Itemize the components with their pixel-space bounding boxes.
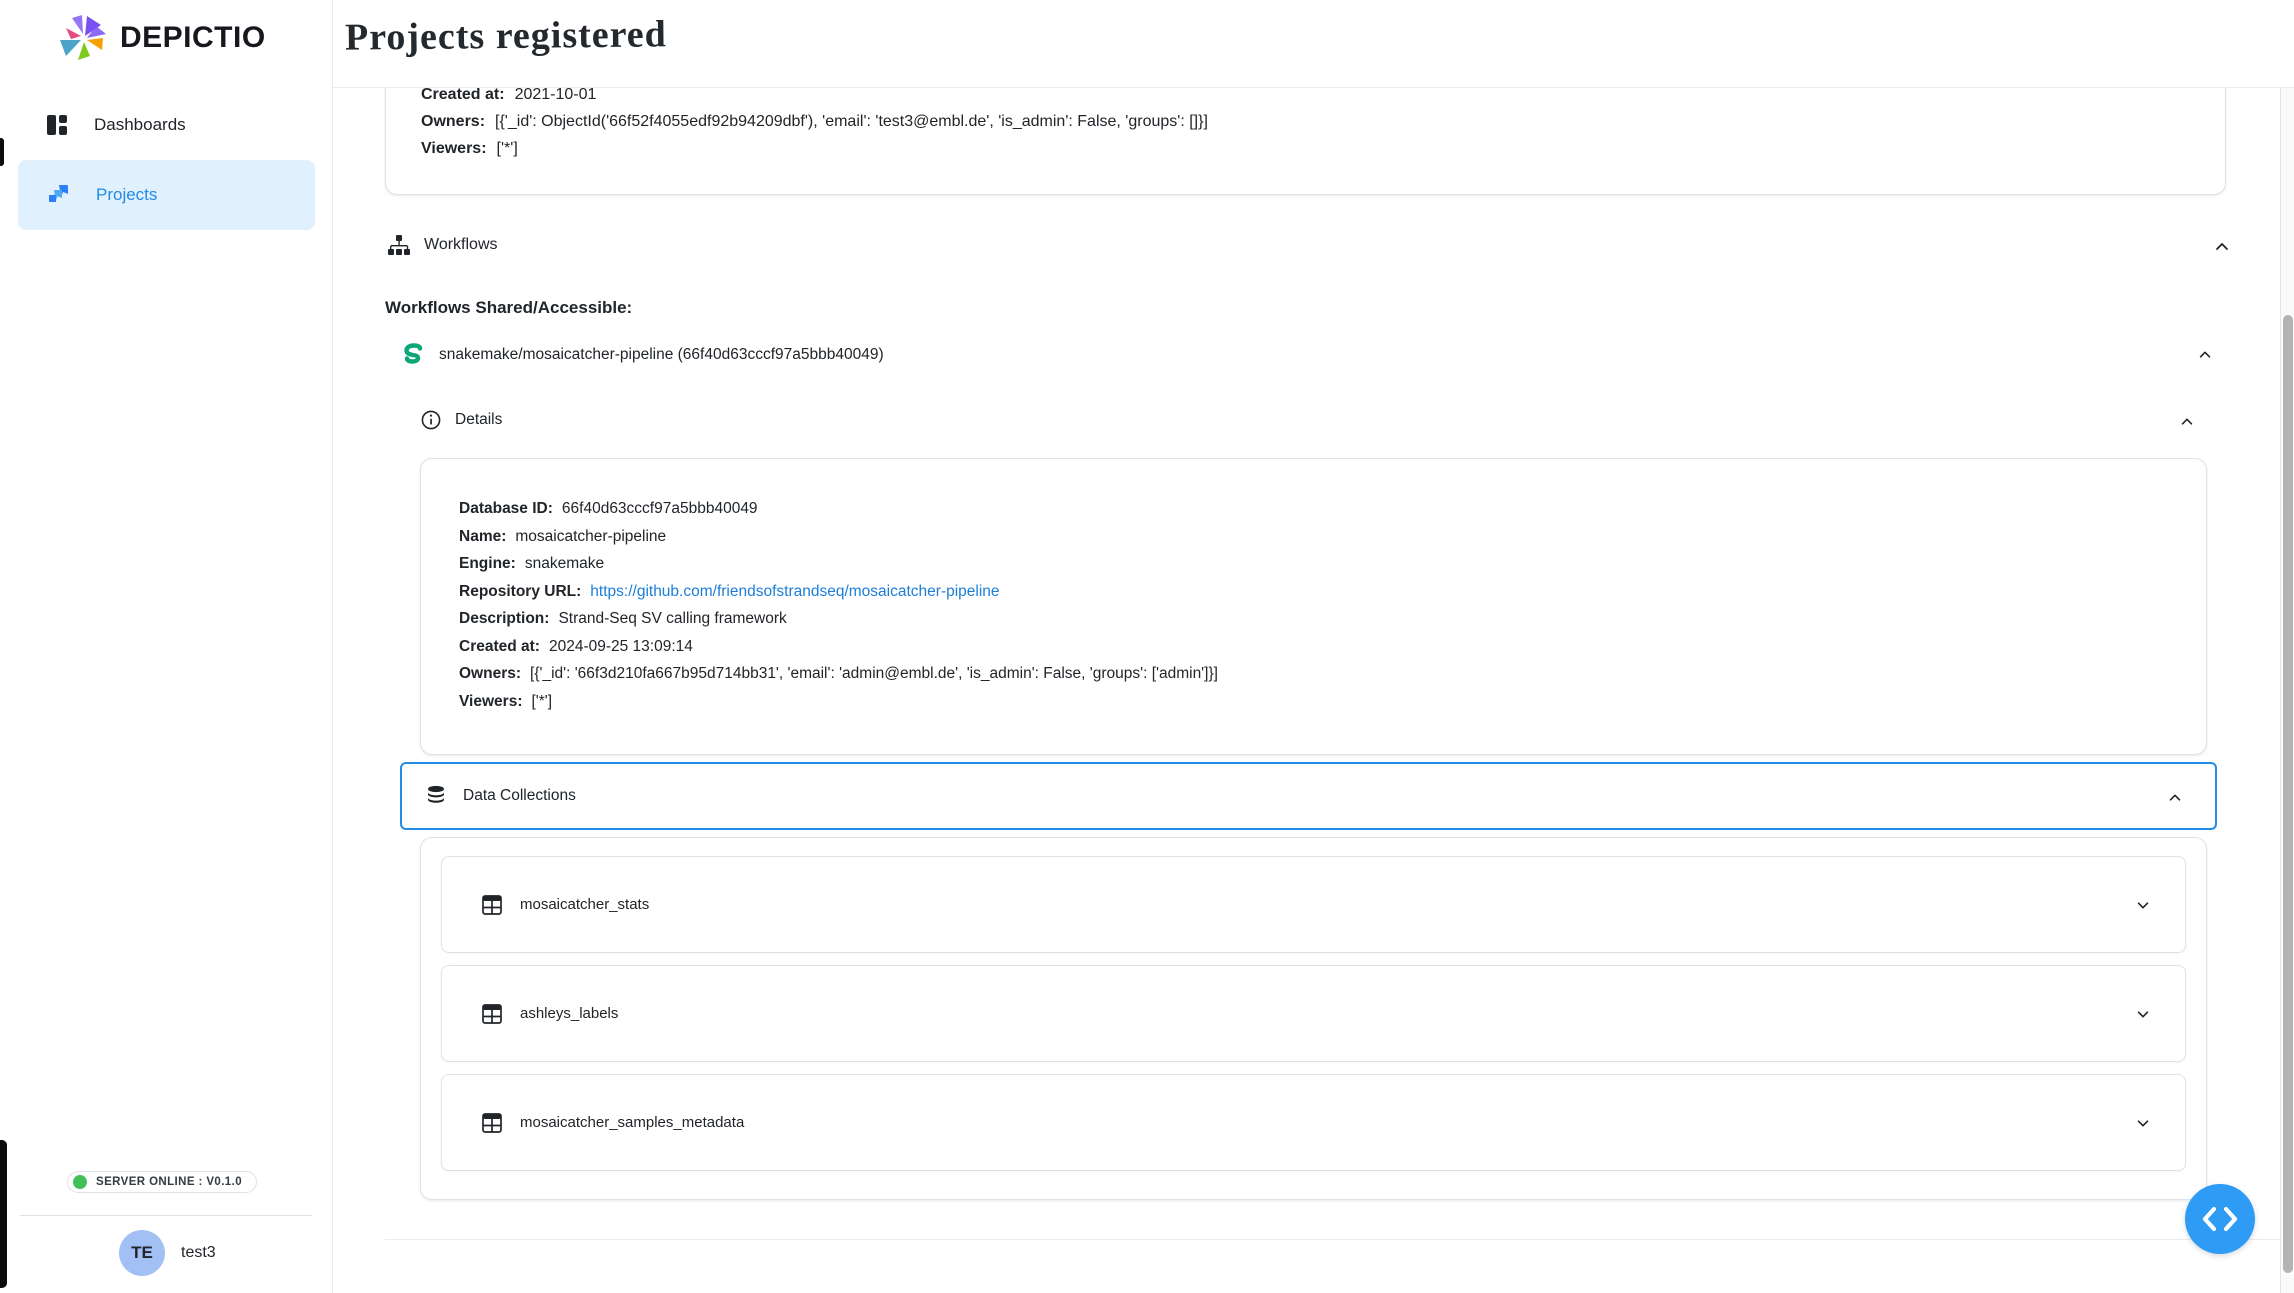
scrollbar-thumb[interactable] xyxy=(2283,315,2293,1273)
workflows-shared-heading: Workflows Shared/Accessible: xyxy=(385,298,633,317)
project-created-at: Created at: 2021-10-01 xyxy=(421,88,597,103)
code-brackets-icon xyxy=(2201,1204,2239,1234)
sidebar-item-label: Projects xyxy=(96,185,158,204)
screen-edge-artifact xyxy=(0,138,4,166)
detail-row: Created at: 2024-09-25 13:09:14 xyxy=(459,637,693,655)
collection-item-mosaicatcher-samples-metadata[interactable] xyxy=(441,1074,2186,1171)
workflow-details-card xyxy=(420,458,2207,755)
project-owners: Owners: [{'_id': ObjectId('66f52f4055edf92b94209dbf'), 'email': 'test3@embl.de', 'is_admin': False, 'groups': []}] xyxy=(421,113,1208,130)
screen-edge-artifact xyxy=(0,1140,7,1288)
database-icon xyxy=(426,785,446,807)
collection-name: mosaicatcher_stats xyxy=(520,896,650,913)
main-area xyxy=(333,0,2294,1293)
sidebar xyxy=(0,0,333,1293)
main-header xyxy=(333,0,2294,88)
detail-row: Database ID: 66f40d63cccf97a5bbb40049 xyxy=(459,500,758,517)
user-name: test3 xyxy=(181,1244,216,1261)
info-icon xyxy=(421,410,441,430)
workflow-accordion-header[interactable] xyxy=(401,343,884,367)
sidebar-item-label: Dashboards xyxy=(94,115,186,134)
detail-row-repository: Repository URL: https://github.com/friendsofstrandseq/mosaicatcher-pipeline xyxy=(459,582,1000,600)
details-label: Details xyxy=(455,411,503,428)
content-bottom-divider xyxy=(385,1239,2294,1240)
sidebar-item-projects[interactable] xyxy=(18,160,315,230)
user-account[interactable] xyxy=(119,1230,216,1276)
workflows-section-header[interactable] xyxy=(388,234,498,256)
chevron-up-icon[interactable] xyxy=(2167,790,2185,808)
table-icon xyxy=(482,895,502,915)
data-collections-panel xyxy=(420,837,2207,1200)
project-viewers: Viewers: ['*'] xyxy=(421,140,518,157)
repository-link[interactable]: https://github.com/friendsofstrandseq/mosaicatcher-pipeline xyxy=(590,582,1000,600)
page-title: Projects registered xyxy=(344,13,668,59)
detail-row: Viewers: ['*'] xyxy=(459,692,553,710)
snakemake-icon xyxy=(401,343,425,367)
dashboard-icon xyxy=(46,114,68,136)
brand-wordmark: DEPICTIO xyxy=(120,21,266,54)
collection-name: ashleys_labels xyxy=(520,1005,619,1022)
detail-row: Owners: [{'_id': '66f3d210fa667b95d714bb31', 'email': 'admin@embl.de', 'is_admin': False, 'groups': ['admin']}] xyxy=(459,665,1218,682)
content-scroll-area[interactable] xyxy=(333,88,2294,1293)
vertical-scrollbar[interactable] xyxy=(2280,88,2294,1293)
sitemap-icon xyxy=(388,234,410,256)
code-view-fab-button[interactable] xyxy=(2185,1184,2255,1254)
detail-row: Name: mosaicatcher-pipeline xyxy=(459,527,667,545)
depictio-pinwheel-icon xyxy=(58,12,110,64)
detail-row: Description: Strand-Seq SV calling framework xyxy=(459,610,787,627)
workflows-section-label: Workflows xyxy=(424,236,498,253)
projects-icon xyxy=(46,183,70,207)
details-accordion-header[interactable] xyxy=(421,410,502,430)
data-collections-accordion-header[interactable] xyxy=(400,762,2217,830)
workflow-title: snakemake/mosaicatcher-pipeline (66f40d63cccf97a5bbb40049) xyxy=(439,346,884,363)
chevron-up-icon[interactable] xyxy=(2213,238,2231,256)
chevron-down-icon[interactable] xyxy=(2135,897,2153,915)
chevron-up-icon[interactable] xyxy=(2197,347,2215,365)
brand-logo[interactable] xyxy=(58,12,266,64)
collection-name: mosaicatcher_samples_metadata xyxy=(520,1114,745,1131)
server-status-text: SERVER ONLINE : V0.1.0 xyxy=(96,1176,242,1188)
avatar: TE xyxy=(119,1230,165,1276)
table-icon xyxy=(482,1113,502,1133)
sidebar-divider xyxy=(20,1215,312,1216)
sidebar-item-dashboards[interactable] xyxy=(18,96,315,154)
collection-item-ashleys-labels[interactable] xyxy=(441,965,2186,1062)
chevron-down-icon[interactable] xyxy=(2135,1115,2153,1133)
chevron-up-icon[interactable] xyxy=(2179,414,2197,432)
data-collections-label: Data Collections xyxy=(463,787,576,804)
detail-row: Engine: snakemake xyxy=(459,555,605,572)
collection-item-mosaicatcher-stats[interactable] xyxy=(441,856,2186,953)
project-summary-card xyxy=(385,88,2226,195)
chevron-down-icon[interactable] xyxy=(2135,1006,2153,1024)
server-status-badge xyxy=(67,1171,257,1193)
table-icon xyxy=(482,1004,502,1024)
server-online-dot-icon xyxy=(73,1175,87,1189)
